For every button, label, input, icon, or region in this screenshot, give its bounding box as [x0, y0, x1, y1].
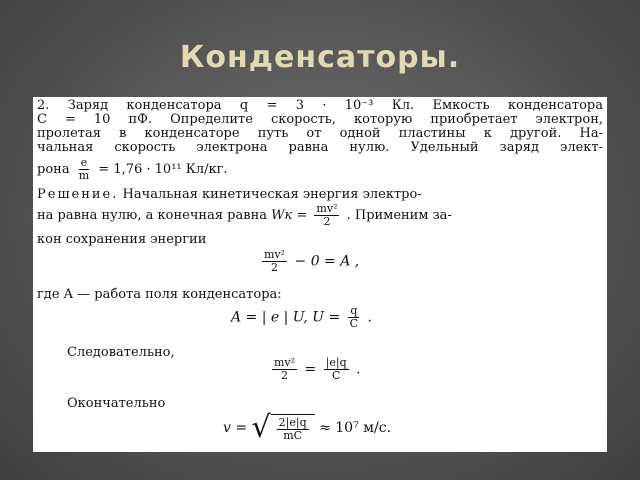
- specific-charge-fraction: [77, 157, 91, 182]
- solution-line-2: [37, 203, 603, 228]
- problem-line-4: чальная скорость электрона равна нулю. Удельный заряд элект-: [37, 140, 603, 155]
- equation-3-equals: =: [304, 361, 317, 378]
- problem-line-5-prefix: рона: [37, 162, 70, 177]
- fraction-denominator: mC: [283, 429, 303, 442]
- problem-line-5-suffix: = 1,76 · 10¹¹ Кл/кг.: [98, 162, 228, 177]
- equation-4-right: ≈ 10⁷ м/с.: [319, 420, 392, 436]
- equation-4-fraction: [277, 417, 309, 442]
- equation-final-speed: [223, 410, 392, 445]
- slide-title: Конденсаторы.: [179, 40, 461, 75]
- equation-result: [269, 357, 361, 382]
- problem-line-3: пролетая в конденсаторе путь от одной пластины к другой. На-: [37, 126, 603, 141]
- solution-line-1: [37, 188, 603, 202]
- where-line: где A — работа поля конденсатора:: [37, 287, 282, 302]
- equation-3-end: .: [356, 361, 361, 378]
- fraction-denominator: 2: [271, 261, 279, 274]
- equation-work: [231, 305, 372, 330]
- problem-line-1: 2. Заряд конденсатора q = 3 · 10⁻³ Кл. Емкость конденсатора: [37, 98, 603, 113]
- fraction-denominator: m: [78, 169, 90, 182]
- fraction-numerator: q: [350, 304, 358, 317]
- equation-energy-conservation: [259, 249, 359, 274]
- solution-label: Решение.: [37, 187, 119, 202]
- equation-1-fraction: [262, 249, 287, 274]
- solution-line-2-suffix: . Применим за-: [346, 208, 452, 223]
- solution-line-2-prefix: на равна нулю, а конечная равна: [37, 208, 267, 223]
- radical-sign-icon: √: [251, 410, 271, 445]
- fraction-numerator: mv²: [316, 202, 338, 215]
- fraction-denominator: 2: [323, 215, 331, 228]
- scanned-textbook-page: [33, 97, 607, 452]
- equation-2-left: A = | e | U, U =: [231, 309, 341, 326]
- fraction-denominator: 2: [281, 369, 289, 382]
- finally-label: Окончательно: [67, 396, 166, 411]
- kinetic-energy-fraction: [314, 203, 339, 228]
- kinetic-energy-symbol: Wк =: [271, 208, 308, 223]
- square-root: [251, 410, 315, 445]
- problem-line-2: С = 10 пФ. Определите скорость, которую приобретает электрон,: [37, 112, 603, 127]
- fraction-numerator: mv²: [264, 248, 286, 261]
- equation-1-rest: − 0 = A ,: [294, 253, 360, 270]
- fraction-numerator: 2|e|q: [278, 416, 307, 429]
- equation-3-right-fraction: [324, 357, 349, 382]
- solution-line-3: кон сохранения энергии: [37, 232, 207, 247]
- equation-4-left: v =: [223, 420, 248, 436]
- equation-2-fraction: [348, 305, 360, 330]
- fraction-numerator: |e|q: [325, 356, 347, 369]
- consequently-label: Следовательно,: [67, 345, 175, 360]
- fraction-numerator: mv²: [274, 356, 296, 369]
- fraction-numerator: e: [80, 156, 88, 169]
- fraction-denominator: C: [331, 369, 341, 382]
- fraction-denominator: C: [349, 317, 359, 330]
- solution-line-1-text: Начальная кинетическая энергия электро-: [122, 187, 422, 202]
- equation-2-end: .: [367, 309, 372, 326]
- problem-line-5: [37, 157, 603, 182]
- radicand: [271, 414, 315, 442]
- equation-3-left-fraction: [272, 357, 297, 382]
